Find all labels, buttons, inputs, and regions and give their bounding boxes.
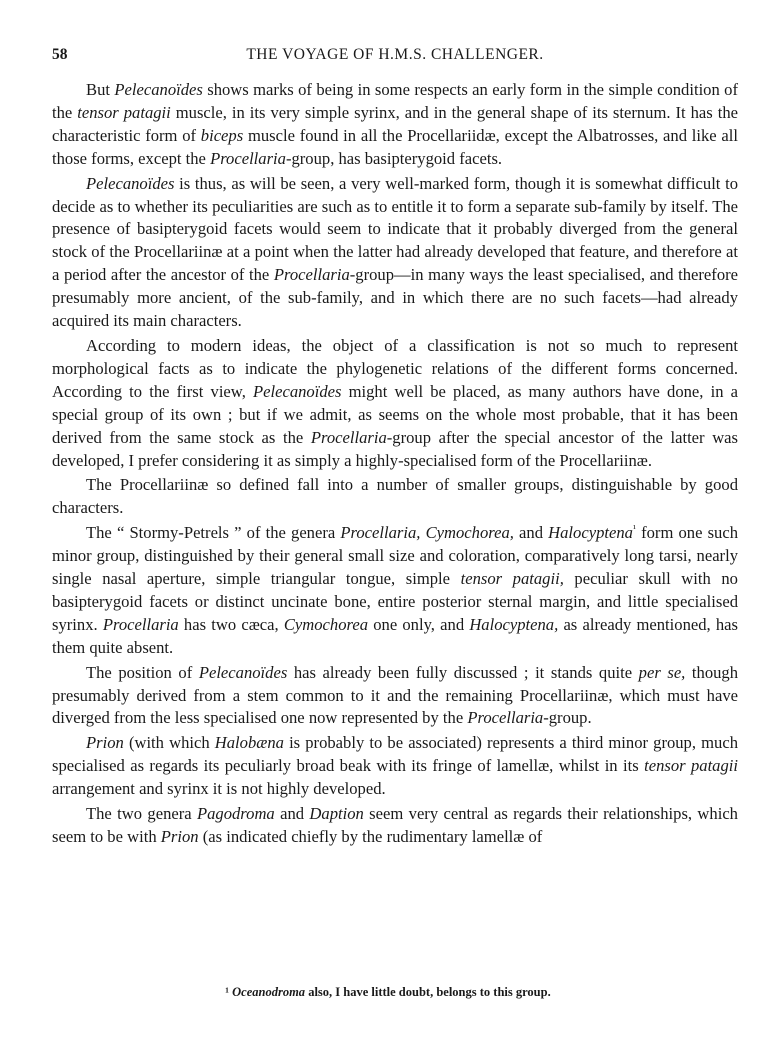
text-segment: -group. bbox=[543, 708, 592, 728]
paragraph bbox=[52, 335, 738, 472]
italic-text: Prion bbox=[86, 733, 124, 753]
text-segment: as already mentioned, has them quite absent. bbox=[52, 614, 738, 657]
italic-text: Prion bbox=[160, 827, 199, 846]
italic-text: Cymochorea bbox=[283, 614, 369, 634]
body-text bbox=[52, 79, 738, 851]
text-segment: is probably to be associated) represents a third minor group, much specialised as regards its peculiarly broad beak with its fringe of lamellæ, whilst in its bbox=[52, 733, 738, 776]
running-header bbox=[52, 46, 738, 70]
paragraph bbox=[52, 662, 738, 731]
text-segment: though presumably derived from a stem common to it and the remaining Procellariinæ, which must have diverged from the less specialised one now represented by the bbox=[52, 662, 739, 728]
italic-text: Procellaria, Cymochorea, bbox=[340, 523, 514, 543]
italic-text: Oceanodroma bbox=[232, 985, 306, 999]
italic-text: per se, bbox=[638, 662, 686, 682]
italic-text: biceps bbox=[200, 125, 244, 145]
text-segment: According to modern ideas, the object of a classification is not so much to represent morphological facts as to indicate the phylogenetic relations of the different forms concerned. According to the first view, bbox=[52, 335, 738, 401]
italic-text: Halocyptena, bbox=[469, 614, 559, 634]
italic-text: Daption bbox=[309, 804, 364, 824]
paragraph bbox=[52, 803, 738, 849]
italic-text: Procellaria bbox=[273, 265, 350, 285]
text-segment: and bbox=[513, 523, 549, 543]
text-segment: The Procellariinæ so defined fall into a number of smaller groups, distinguishable by good characters. bbox=[52, 475, 738, 518]
page-number: 58 bbox=[52, 46, 68, 63]
text-segment: one only, and bbox=[368, 614, 470, 634]
italic-text: Procellaria bbox=[310, 427, 387, 447]
text-segment: has two cæca, bbox=[178, 614, 284, 634]
text-segment: The position of bbox=[86, 662, 199, 682]
footnote bbox=[0, 985, 776, 1000]
text-segment: arrangement and syrinx it is not highly developed. bbox=[52, 779, 386, 799]
italic-text: Procellaria bbox=[210, 148, 286, 168]
italic-text: Procellaria bbox=[102, 614, 179, 634]
text-segment: shows marks of being in some respects an early form in the simple condition of the bbox=[52, 80, 739, 122]
italic-text: tensor patagii bbox=[77, 102, 171, 122]
text-segment: might well be placed, as many authors have done, in a special group of its own ; but if we admit, as seems on the whole most probable, that it has been derived from the same stock as the bbox=[52, 381, 738, 447]
text-segment: The two genera bbox=[86, 804, 197, 824]
italic-text: Pelecanoïdes bbox=[253, 381, 342, 401]
running-title: THE VOYAGE OF H.M.S. CHALLENGER. bbox=[246, 46, 544, 63]
italic-text: tensor patagii, bbox=[460, 569, 564, 589]
text-segment: seem very central as regards their relationships, which seem to be with bbox=[52, 804, 738, 846]
text-segment: -group, has basipterygoid facets. bbox=[285, 148, 503, 168]
paragraph bbox=[52, 732, 738, 801]
text-segment: (with which bbox=[123, 733, 215, 753]
paragraph bbox=[52, 79, 738, 171]
paragraph bbox=[52, 522, 738, 659]
italic-text: Halocyptena bbox=[548, 523, 633, 543]
text-segment: muscle, in its very simple syrinx, and in the general shape of its sternum. It has the characteristic form of bbox=[52, 102, 739, 145]
italic-text: Pelecanoïdes bbox=[114, 80, 203, 99]
text-segment: and bbox=[274, 804, 310, 824]
italic-text: Procellaria bbox=[467, 708, 544, 728]
text-segment: But bbox=[86, 80, 115, 99]
footnote-marker: ¹ bbox=[632, 523, 636, 535]
paragraph bbox=[52, 173, 738, 333]
text-segment: has already been fully discussed ; it stands quite bbox=[287, 662, 639, 682]
text-segment: muscle found in all the Procellariidæ, except the Albatrosses, and like all those forms, except the bbox=[52, 125, 738, 168]
italic-text: tensor patagii bbox=[644, 756, 738, 776]
text-segment: also, I have little doubt, belongs to this group. bbox=[305, 985, 551, 999]
text-segment: ¹ bbox=[225, 985, 233, 999]
italic-text: Pelecanoïdes bbox=[198, 662, 288, 682]
text-segment: -group—in many ways the least specialised, and therefore presumably more ancient, of the sub-family, and in which there are no such facets—had already acquired its main characters. bbox=[52, 265, 739, 331]
text-segment: is thus, as will be seen, a very well-marked form, though it is somewhat difficult to decide as to whether its peculiarities are such as to entitle it to form a separate sub-family by itself. The presence of basipterygoid facets would seem to indicate that it probably diverged from the general stock of the Procellariinæ at a point when the latter had already developed that feature, and therefore at a period after the ancestor of the bbox=[52, 173, 738, 285]
italic-text: Pelecanoïdes bbox=[86, 173, 175, 193]
text-segment: -group after the special ancestor of the latter was developed, I prefer considering it as simply a highly-specialised form of the Procellariinæ. bbox=[52, 427, 738, 470]
text-segment: form one such minor group, distinguished by their general small size and coloration, comparatively long tarsi, nearly single nasal aperture, simple triangular tongue, simple bbox=[52, 523, 739, 589]
paragraph bbox=[52, 474, 738, 520]
italic-text: Pagodroma bbox=[196, 804, 275, 824]
text-segment: The “ Stormy-Petrels ” of the genera bbox=[86, 523, 341, 543]
text-segment: (as indicated chiefly by the rudimentary lamellæ of bbox=[198, 827, 543, 846]
italic-text: Halobæna bbox=[214, 733, 284, 753]
text-segment: peculiar skull with no basipterygoid facets or distinct uncinate bone, entire posterior sternal margin, and little specialised syrinx. bbox=[52, 569, 738, 634]
